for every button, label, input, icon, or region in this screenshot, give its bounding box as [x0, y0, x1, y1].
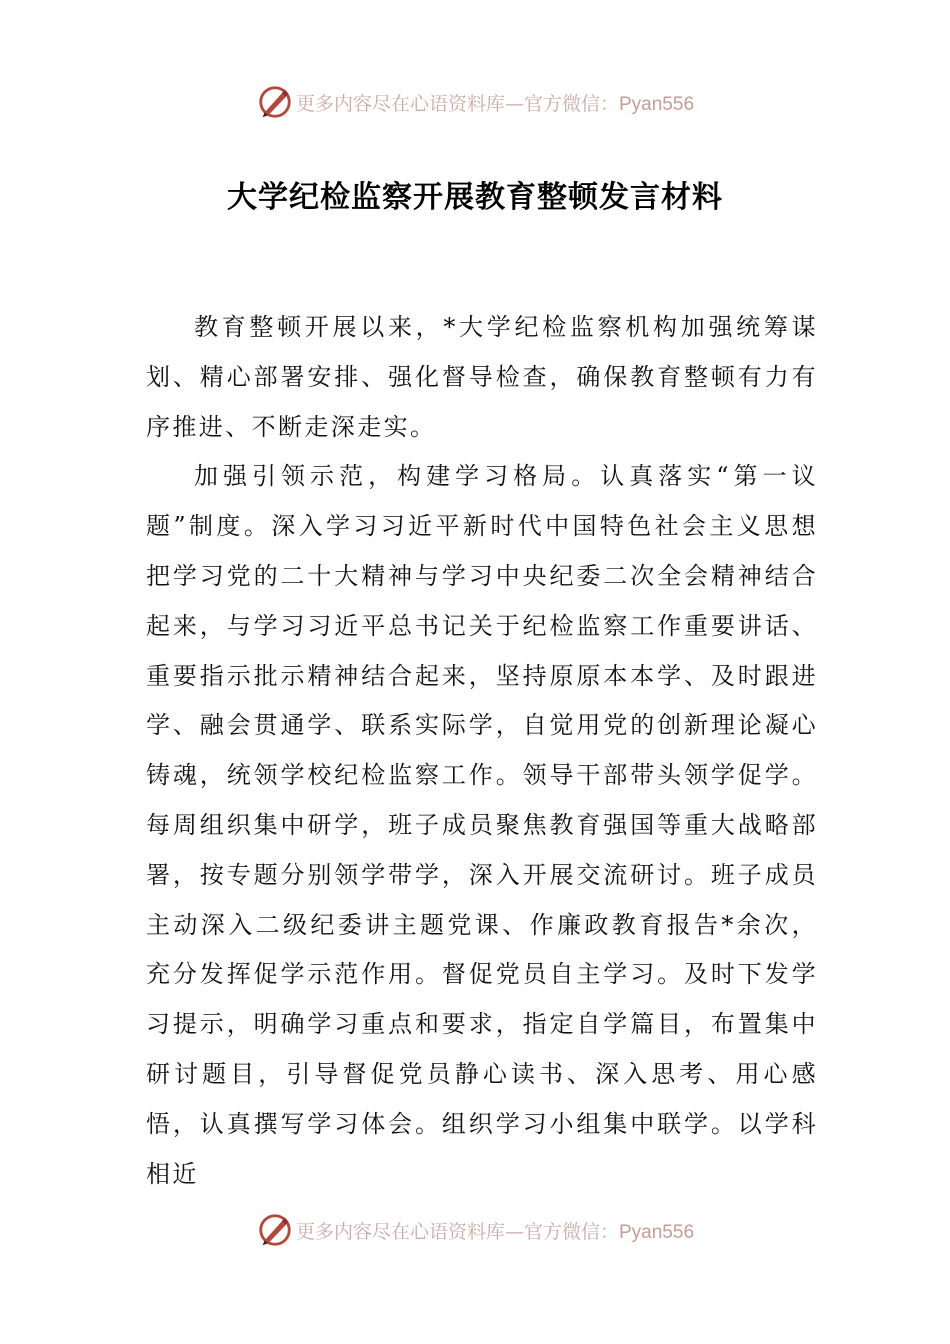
footer-watermark — [0, 1210, 950, 1250]
document-title: 大学纪检监察开展教育整顿发言材料 — [227, 180, 723, 215]
paragraph: 教育整顿开展以来，*大学纪检监察机构加强统筹谋划、精心部署安排、强化督导检查，确保教育整顿有力有序推进、不断走深走实。 — [146, 313, 818, 441]
watermark-wechat-id: Pyan556 — [619, 93, 695, 115]
header-watermark — [0, 82, 950, 122]
document-body — [146, 303, 818, 1199]
paragraph: 加强引领示范，构建学习格局。认真落实“第一议题”制度。深入学习习近平新时代中国特色社会主义思想把学习党的二十大精神与学习中央纪委二次全会精神结合起来，与学习习近平总书记关于纪检监察工作重要讲话、重要指示批示精神结合起来，坚持原原本本学、及时跟进学、融会贯通学、联系实际学，自觉用党的创新理论凝心铸魂，统领学校纪检监察工作。领导干部带头领学促学。每周组织集中研学，班子成员聚焦教育强国等重大战略部署，按专题分别领学带学，深入开展交流研讨。班子成员主动深入二级纪委讲主题党课、作廉政教育报告*余次，充分发挥促学示范作用。督促党员自主学习。及时下发学习提示，明确学习重点和要求，指定自学篇目，布置集中研讨题目，引导督促党员静心读书、深入思考、用心感悟，认真撰写学习体会。组织学习小组集中联学。以学科相近 — [146, 462, 818, 1188]
watermark-wechat-id: Pyan556 — [619, 1221, 695, 1243]
watermark-text: 更多内容尽在心语资料库—官方微信：Pyan556 — [295, 1220, 695, 1243]
pen-circle-icon — [256, 83, 294, 121]
pen-circle-icon — [256, 1211, 294, 1249]
watermark-text: 更多内容尽在心语资料库—官方微信：Pyan556 — [295, 92, 695, 115]
